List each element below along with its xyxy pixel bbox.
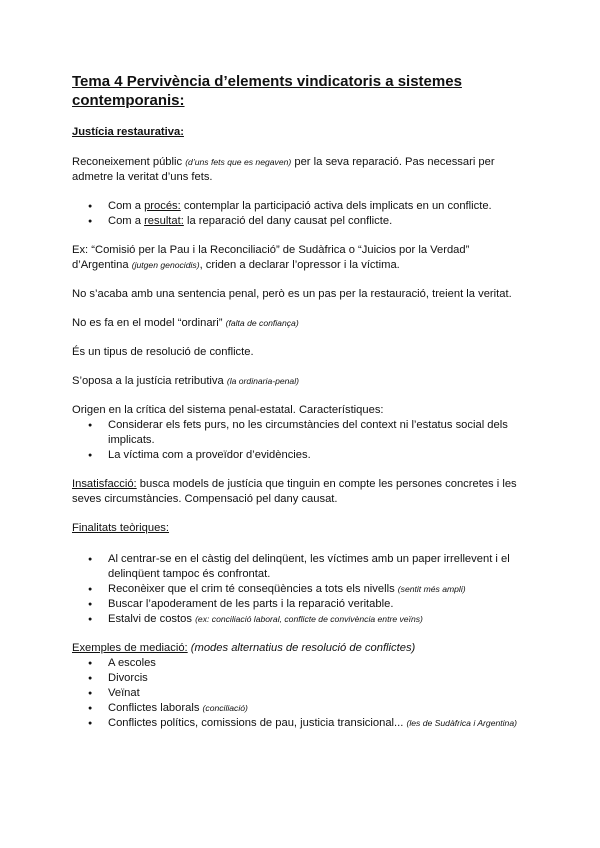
list-item: ● Divorcis <box>108 671 528 686</box>
paragraph-origen: Origen en la crítica del sistema penal-estatal. Característiques: <box>72 404 384 416</box>
page-title: Tema 4 Pervivència d’elements vindicatoris a sistemes contemporanis: <box>72 73 462 109</box>
section-heading: Justícia restaurativa: <box>72 126 184 138</box>
list-item: ● Reconèixer que el crim té conseqüències a tots els nivells (sentit més ampli) <box>108 582 528 597</box>
mediacio-heading: Exemples de mediació: <box>72 642 188 654</box>
paragraph-resolucio: És un tipus de resolució de conflicte. <box>72 346 254 358</box>
list-item: ● La víctima com a proveïdor d’evidències. <box>108 448 528 463</box>
inline-note: (les de Sudàfrica i Argentina) <box>406 718 517 728</box>
list-item: ● Conflictes laborals (conciliació) <box>108 701 528 716</box>
inline-note: (ex: conciliació laboral, conflicte de convivència entre veïns) <box>195 614 423 624</box>
inline-note: (sentit més ampli) <box>397 584 466 594</box>
bullet-list-finalitats <box>72 552 528 627</box>
paragraph-sentencia: No s’acaba amb una sentencia penal, però es un pas per la restauració, treient la veritat. <box>72 288 512 300</box>
inline-note: (falta de confiança) <box>225 318 299 328</box>
mediacio-note: (modes alternatius de resolució de conflictes) <box>190 642 416 654</box>
inline-note: (conciliació) <box>202 703 248 713</box>
inline-note: (jutgen genocidis) <box>131 260 200 270</box>
finalitats-heading: Finalitats teòriques: <box>72 522 170 534</box>
mediacio-heading-line <box>72 641 528 656</box>
bullet-list-mediacio <box>72 656 528 731</box>
bullet-list-proces-resultat <box>72 199 528 229</box>
bullet-list-caracteristiques <box>72 418 528 463</box>
list-item: ● Al centrar-se en el càstig del delinqüent, les víctimes amb un paper irrellevent i el delinqüent tampoc és confrontat. <box>108 552 528 582</box>
list-item: ● A escoles <box>108 656 528 671</box>
list-item: ● Com a resultat: la reparació del dany causat pel conflicte. <box>108 214 528 229</box>
paragraph-reconeixement: Reconeixement públic (d’uns fets que es negaven) per la seva reparació. Pas necessari per admetre la veritat d’uns fets. <box>72 156 495 183</box>
inline-note: (d’uns fets que es negaven) <box>185 157 292 167</box>
paragraph-insatisfaccio: Insatisfacció: busca models de justícia que tinguin en compte les persones concretes i les seves circumstàncies. Compensació pel dany causat. <box>72 478 517 505</box>
list-item: ● Considerar els fets purs, no les circumstàncies del context ni l’estatus social dels implicats. <box>108 418 528 448</box>
inline-note: (la ordinaria-penal) <box>226 376 299 386</box>
list-item: ● Estalvi de costos (ex: conciliació laboral, conflicte de convivència entre veïns) <box>108 612 528 627</box>
list-item: ● Veïnat <box>108 686 528 701</box>
paragraph-model-ordinari: No es fa en el model “ordinari” (falta de confiança) <box>72 317 299 329</box>
list-item: ● Com a procés: contemplar la participació activa dels implicats en un conflicte. <box>108 199 528 214</box>
paragraph-retributiva: S’oposa a la justícia retributiva (la ordinaria-penal) <box>72 375 299 387</box>
paragraph-exemple: Ex: “Comisió per la Pau i la Reconciliació” de Sudàfrica o “Juicios por la Verdad” d’Argentina (jutgen genocidis), criden a declarar l’opressor i la víctima. <box>72 244 470 271</box>
list-item: ● Conflictes polítics, comissions de pau, justicia transicional... (les de Sudàfrica i Argentina) <box>108 716 528 731</box>
list-item: ● Buscar l’apoderament de les parts i la reparació veritable. <box>108 597 528 612</box>
